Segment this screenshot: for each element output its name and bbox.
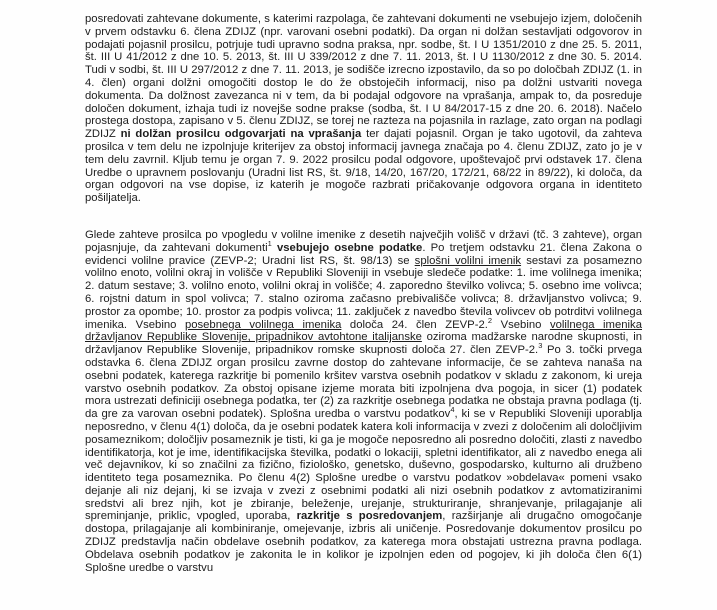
text-run: Glede zahteve prosilca po vpogledu v volilne imenike z desetih največjih volišč v državi (tč. 3 zahteve), organ pojasnjuje, da zahtevani dokumenti: [85, 228, 642, 254]
text-run: ter dajati pojasnil. Organ je tako ugotovil, da zahteva prosilca v tem delu ne izpolnjuje kriterijev za obstoj informacij javnega značaja po 4. členu ZDIJZ, zato jo je v tem delu zavrnil. Kljub temu je organ 7. 9. 2022 prosilcu podal odgovore, upoštevajoč prvi odstavek 17. člena Uredbe o upravnem poslovanju (Uradni list RS, št. 9/18, 14/20, 167/20, 172/21, 68/22 in 89/22), ki določa, da organ odgovori na vse dopise, iz katerih je mogoče razbrati pričakovanje odgovora organa in identiteto pošiljatelja.: [85, 128, 643, 205]
bold-run: vsebujejo osebne podatke: [276, 241, 423, 254]
bold-run: ni dolžan prosilcu odgovarjati na vprašanja: [120, 128, 362, 141]
paragraph-2: [85, 229, 642, 575]
text-run: , ki se v Republiki Sloveniji uporablja neposredno, v členu 4(1) določa, da je osebni podatek katera koli informacija v zvezi z določenim ali določljivim posameznikom; določljiv posameznik je tisti, ki ga je mogoče neposredno ali posredno določiti, zlasti z navedbo identifikatorja, kot je ime, identifikacijska številka, podatki o lokaciji, spletni identifikator, ali z navedbo enega ali več dejavnikov, ki so značilni za fizično, fiziološko, genetsko, duševno, gospodarsko, kulturno ali družbeno identiteto tega posameznika. Po členu 4(2) Splošne uredbe o varstvu podatkov »obdelava« pomeni vsako dejanje ali niz dejanj, ki se izvaja v zvezi z osebnimi podatki ali nizi osebnih podatkov z avtomatiziranimi sredstvi ali brez njih, kot je zbiranje, beleženje, urejanje, strukturiranje, shranjevanje, prilagajanje ali spreminjanje, priklic, vpogled, uporaba,: [85, 408, 642, 523]
underline-run: splošni volilni imenik: [414, 254, 522, 267]
footnote-ref: 2: [487, 315, 493, 325]
text-run: sestavi za posamezno volilno enoto, volilni okraj in volišče v Republiki Sloveniji in vsebuje sledeče podatke: 1. ime volilnega imenika; 2. datum sestave; 3. volilno enoto, volilni okraj in volišče; 4. zaporedno številko volivca; 5. osebno ime volivca; 6. rojstni datum in spol volivca; 7. stalno oziroma začasno prebivališče volivca; 8. državljanstvo volivca; 9. prostor za opombe; 10. prostor za podpis volivca; 11. zaključek z navedbo števila volivcev ob potrditvi volilnega imenika. Vsebino: [85, 254, 642, 331]
footnote-ref: 1: [267, 238, 272, 248]
underline-run: volilnega imenika državljanov Republike Slovenije, pripadnikov avtohtone italijanske: [85, 318, 642, 344]
footnote-ref: 3: [538, 341, 543, 351]
bold-run: razkritje s posredovanjem: [296, 510, 443, 523]
paragraph-1: [85, 13, 642, 205]
text-run: posredovati zahtevane dokumente, s katerimi razpolaga, če zahtevani dokumenti ne vsebujejo izjem, določenih v prvem odstavku 6. člena ZDIJZ (npr. varovani osebni podatki). Da organ ni dolžan sestavljati odgovorov in podajati pojasnil prosilcu, potrjuje tudi upravno sodna praksa, npr. sodbe, št. I U 1351/2010 z dne 25. 5. 2011, št. III U 41/2012 z dne 10. 5. 2013, št. III U 339/2012 z dne 7. 11. 2013, št. I U 1130/2012 z dne 30. 5. 2014. Tudi v sodbi, št. III U 297/2012 z dne 7. 11. 2013, je sodišče izrecno izpostavilo, da so po določbah ZDIJZ (1. in 4. člen) organi dolžni omogočiti dostop le do že obstoječih informacij, niso pa dolžni ustvariti novega dokumenta. Da dolžnost zavezanca ni v tem, da bi podajal odgovore na vprašanja, ampak to, da posreduje določen dokument, izhaja tudi iz novejše sodne prakse (sodba, št. I U 84/2017-15 z dne 20. 6. 2018). Načelo prostega dostopa, zapisano v 5. členu ZDIJZ, se torej ne razteza na pojasnila in razlage, zato organ na podlagi ZDIJZ: [85, 13, 642, 141]
text-run: Vsebino: [492, 318, 550, 331]
text-run: določa 24. člen ZEVP-2.: [341, 318, 488, 331]
text-run: Po 3. točki prvega odstavka 6. člena ZDIJZ organ prosilcu zavrne dostop do zahtevane informacije, če se zahteva nanaša na osebni podatek, katerega razkritje bi pomenilo kršitev varstva osebnih podatkov v skladu z zakonom, ki ureja varstvo osebnih podatkov. Za obstoj opisane izjeme morata biti izpolnjena dva pogoja, in sicer (1) podatek mora ustrezati definiciji osebnega podatka, ter (2) za razkritje osebnega podatka ne obstaja pravna podlaga (tj. da gre za varovan osebni podatek). Splošna uredba o varstvu podatkov: [85, 344, 642, 421]
text-run: . Po tretjem odstavku 21. člena Zakona o evidenci volilne pravice (ZEVP-2; Uradni list RS, št. 98/13) se: [85, 241, 642, 267]
document-text: [85, 13, 642, 574]
underline-run: posebnega volilnega imenika: [184, 318, 342, 331]
footnote-ref: 4: [450, 405, 455, 415]
text-run: oziroma madžarske narodne skupnosti, in državljanov Republike Slovenije, pripadnikov romske skupnosti določa 27. člen ZEVP-2.: [85, 331, 642, 357]
text-run: , razširjanje ali drugačno omogočanje dostopa, prilagajanje ali kombiniranje, omejevanje, izbris ali uničenje. Posredovanje dokumentov prosilcu po ZDIJZ predstavlja način obdelave osebnih podatkov, za katerega mora obstajati ustrezna pravna podlaga. Obdelava osebnih podatkov je zakonita le in kolikor je izpolnjen eden od pogojev, ki jih določa člen 6(1) Splošne uredbe o varstvu: [85, 510, 642, 574]
